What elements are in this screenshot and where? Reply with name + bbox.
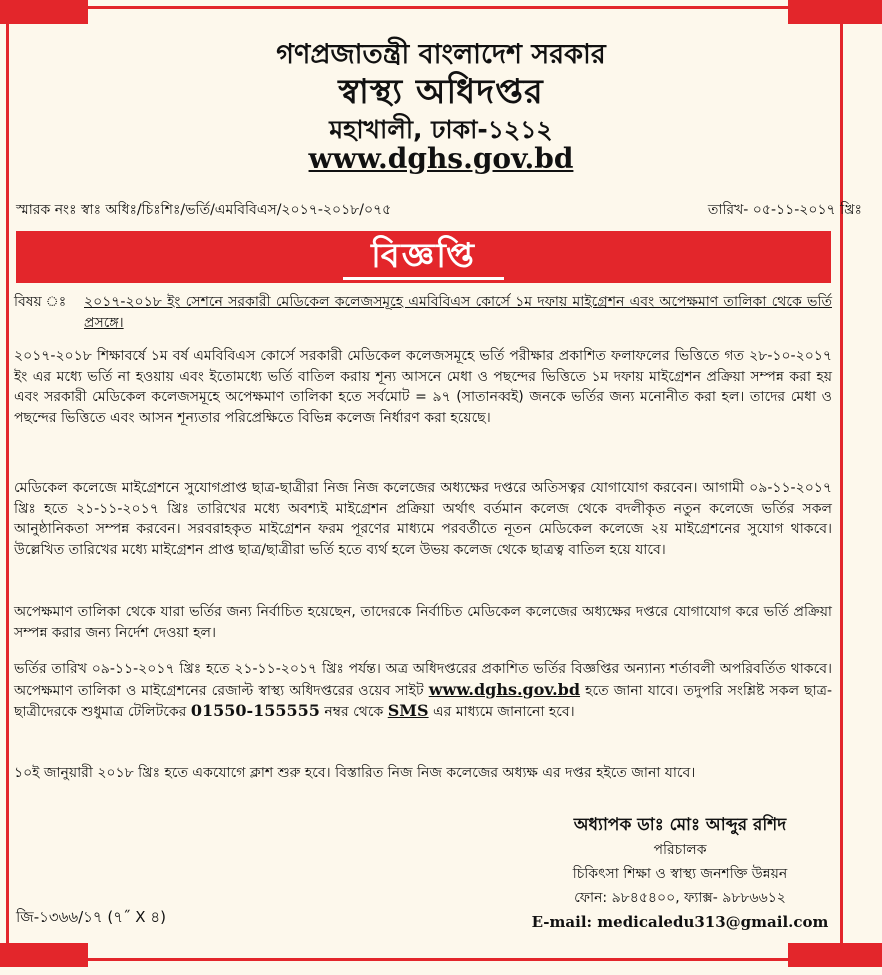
subject-block <box>14 292 832 334</box>
signatory-division: চিকিৎসা শিক্ষা ও স্বাস্থ্য জনশক্তি উন্নয়ন <box>572 866 788 882</box>
signatory-designation: পরিচালক <box>653 842 707 858</box>
frame-bottom-line <box>0 958 882 961</box>
paragraph-4-website[interactable]: www.dghs.gov.bd <box>428 679 581 699</box>
paragraph-2: মেডিকেল কলেজে মাইগ্রেশনে সুযোগপ্রাপ্ত ছাত্র-ছাত্রীরা নিজ নিজ কলেজের অধ্যক্ষের দপ্তরে অতিসত্বর যোগাযোগ করবেন। আগামী ০৯-১১-২০১৭ খ্রিঃ হতে ২১-১১-২০১৭ খ্রিঃ তারিখের মধ্যে অবশ্যই মাইগ্রেশন প্রক্রিয়া অর্থাৎ বর্তমান কলেজ থেকে বদলীকৃত নতুন কলেজে ভর্তির সকল আনুষ্ঠানিকতা সম্পন্ন করবেন। সরবরাহকৃত মাইগ্রেশন ফরম পূরণের মাধ্যমে পরবর্তীতে নূতন মেডিকেল কলেজে ২য় মাইগ্রেশনের সুযোগ থাকবে। উল্লেখিত তারিখের মধ্যে মাইগ্রেশন প্রাপ্ত ছাত্র/ছাত্রীরা ভর্তি হতে ব্যর্থ হলে উভয় কলেজ থেকে ছাত্রত্ব বাতিল হয়ে যাবে। <box>14 480 832 558</box>
ad-code: জি-১৩৬৬/১৭ (৭˝ X ৪) <box>16 908 166 926</box>
department-name: স্বাস্থ্য অধিদপ্তর <box>338 72 544 112</box>
title-banner <box>16 231 831 283</box>
paragraph-4-part-d: এর মাধ্যমে জানানো হবে। <box>433 704 575 720</box>
paragraph-5: ১০ই জানুয়ারী ২০১৮ খ্রিঃ হতে একযোগে ক্লাশ শুরু হবে। বিস্তারিত নিজ নিজ কলেজের অধ্যক্ষ এর দপ্তর হইতে জানা যাবে। <box>14 765 696 781</box>
signatory-name: অধ্যাপক ডাঃ মোঃ আব্দুর রশিদ <box>573 815 787 835</box>
paragraph-4-part-b: হতে জানা যাবে। তদুপরি সংশ্লিষ্ট সকল ছাত্র-ছাত্রীদেরকে শুধুমাত্র টেলিটকের <box>14 682 833 720</box>
notice-date: তারিখ- ০৫-১১-২০১৭ খ্রিঃ <box>707 202 862 218</box>
memo-number: স্মারক নংঃ স্বাঃ অধিঃ/চিঃশিঃ/ভর্তি/এমবিবিএস/২০১৭-২০১৮/০৭৫ <box>16 202 392 218</box>
paragraph-4 <box>14 659 832 723</box>
signatory-contact: ফোন: ৯৮৪৫৪০০, ফ্যাক্স- ৯৮৮৬৬১২ <box>574 890 786 906</box>
corner-block-bottom-left <box>0 943 88 967</box>
website-link[interactable]: www.dghs.gov.bd <box>308 142 574 175</box>
subject-label: বিষয় ঃ <box>14 294 67 310</box>
signature-block <box>530 812 830 934</box>
paragraph-4-phone: 01550-155555 <box>190 701 320 720</box>
corner-block-bottom-right <box>788 943 882 967</box>
government-name: গণপ্রজাতন্ত্রী বাংলাদেশ সরকার <box>276 39 606 70</box>
signatory-email[interactable]: E-mail: medicaledu313@gmail.com <box>531 913 829 931</box>
paragraph-4-sms: SMS <box>387 701 429 720</box>
paragraph-3: অপেক্ষমাণ তালিকা থেকে যারা ভর্তির জন্য নির্বাচিত হয়েছেন, তাদেরকে নির্বাচিত মেডিকেল কলেজের অধ্যক্ষের দপ্তরে যোগাযোগ করে ভর্তি প্রক্রিয়া সম্পন্ন করার জন্য নির্দেশ দেওয়া হল। <box>14 604 832 641</box>
department-address: মহাখালী, ঢাকা-১২১২ <box>329 115 553 144</box>
corner-block-top-right <box>788 0 882 24</box>
paragraph-4-part-c: নম্বর থেকে <box>324 704 384 720</box>
paragraph-4-part-a: ভর্তির তারিখ ০৯-১১-২০১৭ খ্রিঃ হতে ২১-১১-২০১৭ খ্রিঃ পর্যন্ত। অত্র অধিদপ্তরের প্রকাশিত ভর্তির বিজ্ঞপ্তির অন্যান্য শর্তাবলী অপরিবর্তিত থাকবে। অপেক্ষমাণ তালিকা ও মাইগ্রেশনের রেজাল্ট স্বাস্থ্য অধিদপ্তরের ওয়েব সাইট <box>14 661 832 699</box>
frame-top-line <box>0 6 882 9</box>
corner-block-top-left <box>0 0 88 24</box>
notice-title: বিজ্ঞপ্তি <box>343 235 504 280</box>
subject-text: ২০১৭-২০১৮ ইং সেশনে সরকারী মেডিকেল কলেজসমূহে এমবিবিএস কোর্সে ১ম দফায় মাইগ্রেশন এবং অপেক্ষমাণ তালিকা থেকে ভর্তি প্রসঙ্গে। <box>84 294 832 331</box>
paragraph-1: ২০১৭-২০১৮ শিক্ষাবর্ষে ১ম বর্ষ এমবিবিএস কোর্সে সরকারী মেডিকেল কলেজসমূহে ভর্তি পরীক্ষার প্রকাশিত ফলাফলের ভিত্তিতে গত ২৮-১০-২০১৭ ইং এর মধ্যে ভর্তি না হওয়ায় এবং ইতোমধ্যে ভর্তি বাতিল করায় শূন্য আসনে মেধা ও পছন্দের ভিত্তিতে ১ম দফায় মাইগ্রেশন প্রক্রিয়া সম্পন্ন করা হয় এবং সরকারী মেডিকেল কলেজসমূহে অপেক্ষমাণ তালিকা হতে সর্বমোট = ৯৭ (সাতানব্বই) জনকে ভর্তির জন্য মনোনীত করা হল। তাদের মেধা ও পছন্দের ভিত্তিতে এবং আসন শূন্যতার পরিপ্রেক্ষিতে বিভিন্ন কলেজ নির্ধারণ করা হয়েছে। <box>14 348 832 426</box>
